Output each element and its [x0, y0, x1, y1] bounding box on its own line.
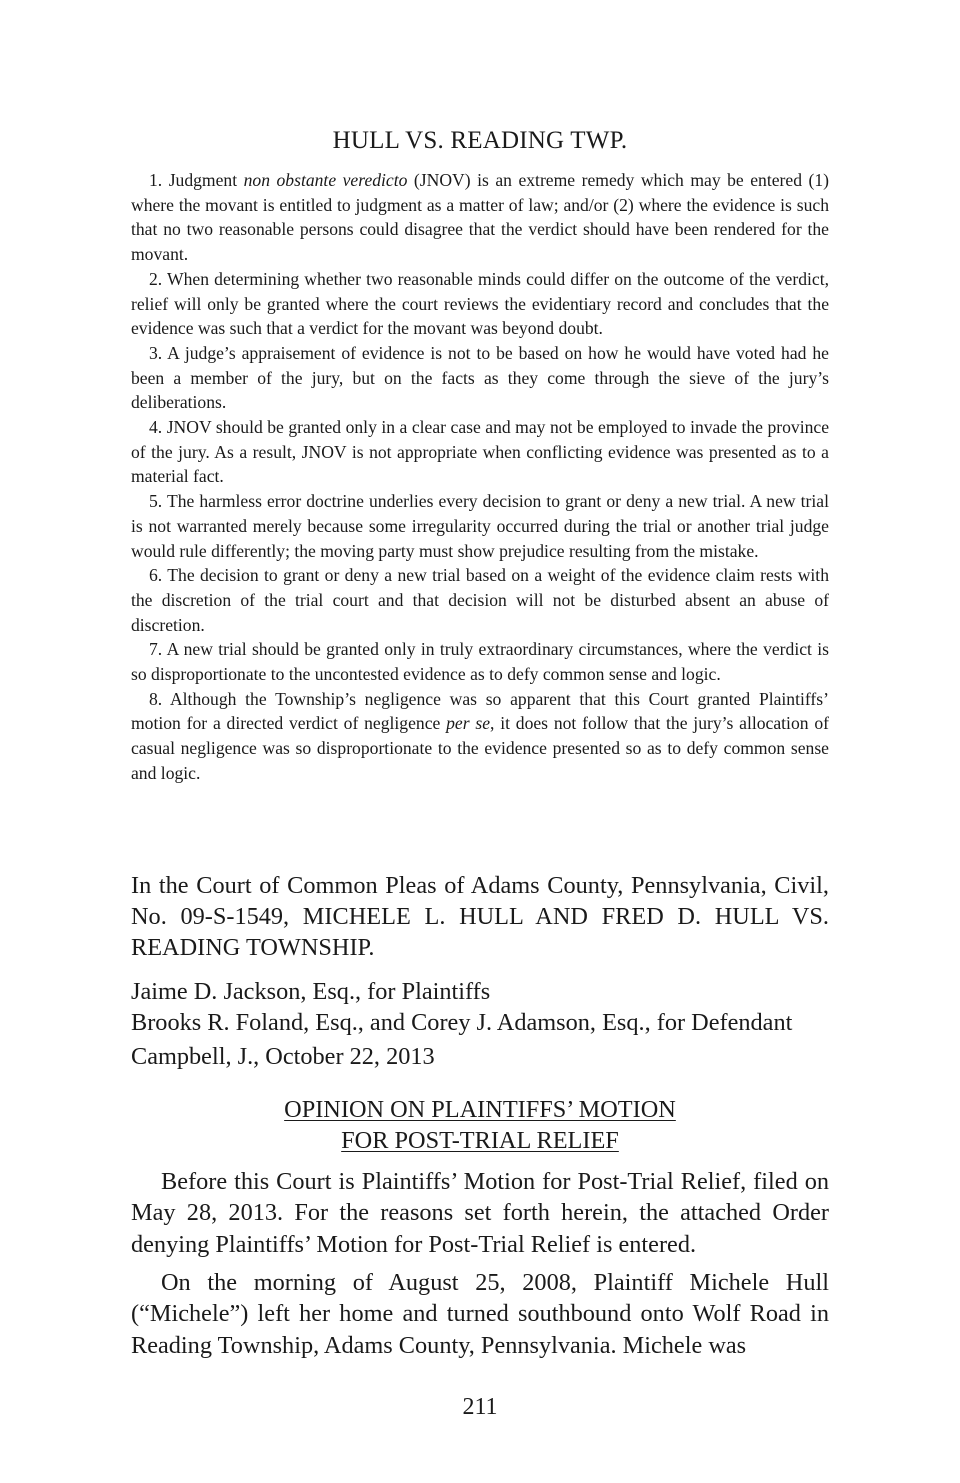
headnote-text: Although the Township’s negligence was so apparent that this Court granted Plaintiffs’ motion for a directed verdict of negligence — [131, 688, 829, 734]
headnote-4 — [131, 415, 829, 489]
running-head: HULL VS. READING TWP. — [332, 127, 628, 154]
headnote-italic-term: non obstante veredicto — [243, 170, 408, 190]
page-number: 211 — [462, 1394, 498, 1420]
headnote-1 — [131, 168, 829, 267]
headnote-text: (JNOV) is an extreme remedy which may be entered (1) where the movant is entitled to judgment as a matter of law; and/or (2) where the evidence is such that no two reasonable persons could disagree that the verdict should have been rendered for the movant. — [131, 170, 830, 265]
case-caption: In the Court of Common Pleas of Adams County, Pennsylvania, Civil, No. 09-S-1549, MICHELE L. HULL AND FRED D. HULL VS. READING TOWNSHIP. — [131, 872, 829, 961]
counsel-block — [131, 976, 829, 1038]
judge-date: Campbell, J., October 22, 2013 — [131, 1043, 435, 1070]
headnote-3 — [131, 341, 829, 415]
opinion-title — [131, 1094, 829, 1156]
opinion-title-line-1: OPINION ON PLAINTIFFS’ MOTION — [284, 1096, 676, 1123]
headnote-number: 4. — [149, 417, 163, 438]
headnote-number: 8. — [149, 688, 163, 709]
headnote-number: 5. — [149, 491, 163, 512]
headnote-number: 3. — [149, 342, 163, 363]
headnote-number: 1. — [149, 170, 163, 190]
headnote-number: 6. — [149, 565, 163, 586]
headnote-number: 2. — [149, 268, 163, 289]
headnote-5 — [131, 489, 829, 563]
headnotes — [131, 168, 829, 786]
headnote-text: When determining whether two reasonable minds could differ on the outcome of the verdict, relief will only be granted where the court reviews the evidentiary record and concludes that the evidence was such that a verdict for the movant was beyond doubt. — [131, 268, 829, 339]
body-paragraph-2: On the morning of August 25, 2008, Plaintiff Michele Hull (“Michele”) left her home and turned southbound onto Wolf Road in Reading Township, Adams County, Pennsylvania. Michele was — [131, 1269, 829, 1359]
headnote-text: The harmless error doctrine underlies every decision to grant or deny a new trial. A new trial is not warranted merely because some irregularity occurred during the trial or another trial judge would rule differently; the moving party must show prejudice resulting from the mistake. — [131, 491, 829, 561]
headnote-text: A new trial should be granted only in truly extraordinary circumstances, where the verdict is so disproportionate to the uncontested evidence as to defy common sense and logic. — [131, 639, 829, 685]
headnote-text: JNOV should be granted only in a clear case and may not be employed to invade the province of the jury. As a result, JNOV is not appropriate when conflicting evidence was presented as to a material fact. — [131, 417, 829, 487]
counsel-defendant: Brooks R. Foland, Esq., and Corey J. Adamson, Esq., for Defendant — [131, 1009, 793, 1036]
headnote-text: A judge’s appraisement of evidence is not to be based on how he would have voted had he been a member of the jury, but on the facts as they come through the sieve of the jury’s deliberations. — [131, 342, 829, 413]
headnote-text: The decision to grant or deny a new trial based on a weight of the evidence claim rests with the discretion of the trial court and that decision will not be disturbed absent an abuse of discretion. — [131, 565, 829, 635]
counsel-plaintiffs: Jaime D. Jackson, Esq., for Plaintiffs — [131, 978, 491, 1005]
body-paragraph-1: Before this Court is Plaintiffs’ Motion for Post-Trial Relief, filed on May 28, 2013. For the reasons set forth herein, the attached Order denying Plaintiffs’ Motion for Post-Trial Relief is entered. — [131, 1168, 829, 1258]
headnote-6 — [131, 563, 829, 637]
headnote-text: Judgment — [162, 170, 244, 190]
headnote-text: , it does not follow that the jury’s allocation of casual negligence was so disproportionate to the evidence presented so as to defy common sense and logic. — [131, 713, 829, 783]
headnote-8 — [131, 687, 829, 786]
headnote-number: 7. — [149, 639, 163, 660]
opinion-title-line-2: FOR POST-TRIAL RELIEF — [341, 1127, 619, 1154]
headnote-italic-term: per se — [446, 713, 491, 734]
headnote-7 — [131, 637, 829, 686]
document-page — [131, 0, 829, 1483]
headnote-2 — [131, 267, 829, 341]
